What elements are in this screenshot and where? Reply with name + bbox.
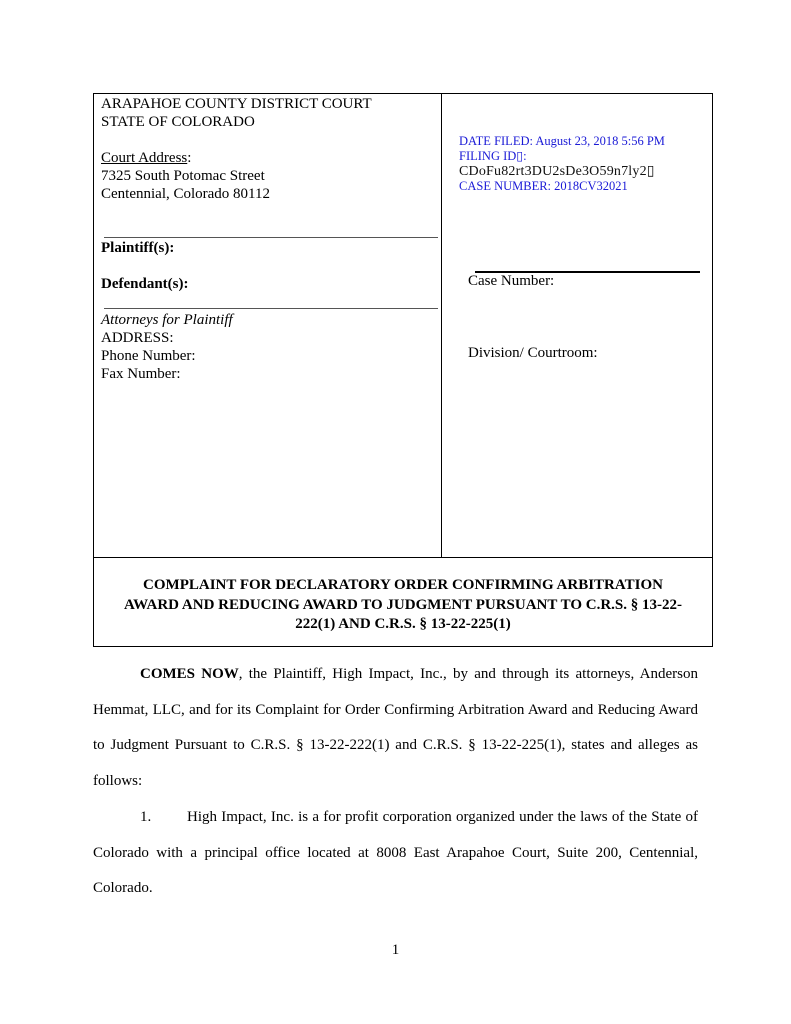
division-courtroom-label: Division/ Courtroom: xyxy=(468,345,598,361)
court-name-line1: ARAPAHOE COUNTY DISTRICT COURT xyxy=(101,96,372,112)
date-filed: DATE FILED: August 23, 2018 5:56 PM xyxy=(459,134,665,148)
comes-now: COMES NOW xyxy=(140,666,239,682)
caption-separator-bottom xyxy=(104,308,438,309)
paragraph-1 xyxy=(93,800,698,907)
efiling-stamp xyxy=(459,134,665,194)
court-address xyxy=(101,149,270,203)
caption-divider-horizontal xyxy=(94,557,712,558)
attorney-block xyxy=(101,311,233,383)
case-caption-box xyxy=(93,93,713,647)
court-address-heading xyxy=(101,149,270,167)
attorney-title: Attorneys for Plaintiff xyxy=(101,312,233,328)
complaint-body xyxy=(93,657,698,907)
defendant-label: Defendant(s): xyxy=(101,276,189,292)
document-title xyxy=(94,576,712,635)
attorney-phone: Phone Number: xyxy=(101,348,196,364)
attorney-fax: Fax Number: xyxy=(101,366,181,382)
paragraph-1-text: High Impact, Inc. is a for profit corporation organized under the laws of the State of Colorado with a principal office located at 8008 East Arapahoe Court, Suite 200, Centennial, Colorado. xyxy=(93,808,698,897)
filing-id-label: FILING ID▯: xyxy=(459,149,527,163)
court-address-label: Court Address xyxy=(101,150,188,166)
intro-paragraph xyxy=(93,657,698,800)
filing-id-code: CDoFu82rt3DU2sDe3O59n7ly2▯ xyxy=(459,164,655,179)
court-name xyxy=(101,95,372,131)
case-number-label: Case Number: xyxy=(468,273,555,289)
attorney-address: ADDRESS: xyxy=(101,330,174,346)
court-name-line2: STATE OF COLORADO xyxy=(101,114,255,130)
caption-right-column xyxy=(441,94,712,557)
document-title-line2: AWARD AND REDUCING AWARD TO JUDGMENT PURSUANT TO C.R.S. § 13-22- xyxy=(124,596,682,613)
court-street: 7325 South Potomac Street xyxy=(101,168,265,184)
document-title-line3: 222(1) AND C.R.S. § 13-22-225(1) xyxy=(295,616,511,632)
document-title-line1: COMPLAINT FOR DECLARATORY ORDER CONFIRMING ARBITRATION xyxy=(143,577,663,593)
court-address-colon: : xyxy=(187,150,192,166)
caption-separator-top xyxy=(104,237,438,238)
stamp-case-number: CASE NUMBER: 2018CV32021 xyxy=(459,179,628,193)
plaintiff-label: Plaintiff(s): xyxy=(101,240,175,256)
page-number: 1 xyxy=(391,942,400,958)
court-city: Centennial, Colorado 80112 xyxy=(101,186,270,202)
intro-text: , the Plaintiff, High Impact, Inc., by and through its attorneys, Anderson Hemmat, LLC, and for its Complaint for Order Confirming Arbitration Award and Reducing Award to Judgment Pursuant to C.R.S. § 13-22-222(1) and C.R.S. § 13-22-225(1), states and alleges as follows: xyxy=(93,666,698,790)
paragraph-1-number: 1. xyxy=(140,808,152,825)
